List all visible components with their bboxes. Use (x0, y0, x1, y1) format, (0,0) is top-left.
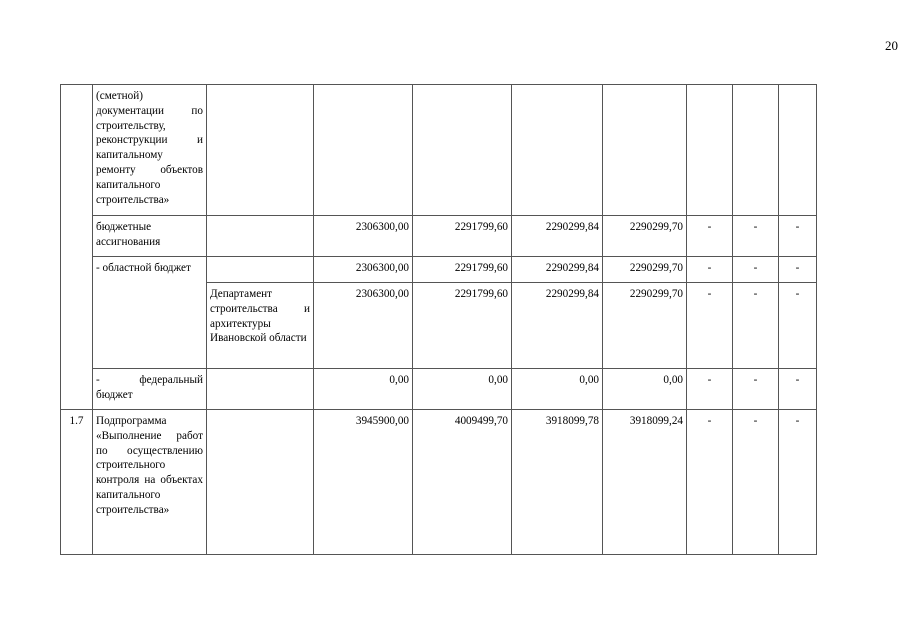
executor-cell (207, 257, 314, 283)
value-cell: 2290299,70 (603, 216, 687, 257)
value-cell: - (733, 369, 779, 410)
table-row (61, 369, 817, 410)
executor-cell (207, 369, 314, 410)
value-cell: 2306300,00 (314, 216, 413, 257)
value-cell (687, 85, 733, 216)
value-cell: - (733, 257, 779, 283)
value-cell: 2306300,00 (314, 283, 413, 369)
value-cell: 4009499,70 (413, 410, 512, 555)
table-row (61, 257, 817, 283)
value-cell: - (687, 369, 733, 410)
value-cell: - (733, 283, 779, 369)
value-cell (779, 85, 817, 216)
value-cell: 2306300,00 (314, 257, 413, 283)
page-number: 20 (885, 38, 898, 53)
value-cell: 3945900,00 (314, 410, 413, 555)
value-cell: 2290299,84 (512, 283, 603, 369)
value-cell (512, 85, 603, 216)
value-cell: - (733, 410, 779, 555)
row-index-cell (61, 85, 93, 410)
value-cell: - (733, 216, 779, 257)
value-cell (603, 85, 687, 216)
table-row (61, 85, 817, 216)
value-cell: 2290299,70 (603, 283, 687, 369)
item-name-cell: (сметной) документации по строительству, реконструкции и капитальному ремонту объектов капитального строительства» (93, 85, 207, 216)
value-cell (314, 85, 413, 216)
value-cell: - (779, 410, 817, 555)
value-cell: 2290299,84 (512, 257, 603, 283)
executor-cell (207, 410, 314, 555)
value-cell: 2291799,60 (413, 283, 512, 369)
value-cell: - (779, 369, 817, 410)
item-name-cell: Подпрограмма «Выполнение работ по осуществлению строительного контроля на объектах капитального строительства» (93, 410, 207, 555)
item-name-cell: - областной бюджет (93, 257, 207, 369)
value-cell: 3918099,24 (603, 410, 687, 555)
value-cell: 0,00 (314, 369, 413, 410)
value-cell: 3918099,78 (512, 410, 603, 555)
item-name-cell: бюджетные ассигнования (93, 216, 207, 257)
executor-cell (207, 85, 314, 216)
table-row (61, 216, 817, 257)
value-cell: - (687, 216, 733, 257)
value-cell: 2290299,84 (512, 216, 603, 257)
item-name-cell: - федеральный бюджет (93, 369, 207, 410)
budget-table (60, 84, 817, 555)
value-cell: 0,00 (603, 369, 687, 410)
table-row (61, 410, 817, 555)
value-cell: 2291799,60 (413, 216, 512, 257)
value-cell: - (779, 216, 817, 257)
value-cell: - (687, 257, 733, 283)
value-cell (733, 85, 779, 216)
value-cell (413, 85, 512, 216)
value-cell: - (779, 257, 817, 283)
value-cell: 2290299,70 (603, 257, 687, 283)
row-index-cell: 1.7 (61, 410, 93, 555)
executor-cell: Департамент строительства и архитектуры Ивановской области (207, 283, 314, 369)
value-cell: 2291799,60 (413, 257, 512, 283)
value-cell: - (687, 410, 733, 555)
value-cell: 0,00 (413, 369, 512, 410)
executor-cell (207, 216, 314, 257)
value-cell: 0,00 (512, 369, 603, 410)
value-cell: - (687, 283, 733, 369)
value-cell: - (779, 283, 817, 369)
